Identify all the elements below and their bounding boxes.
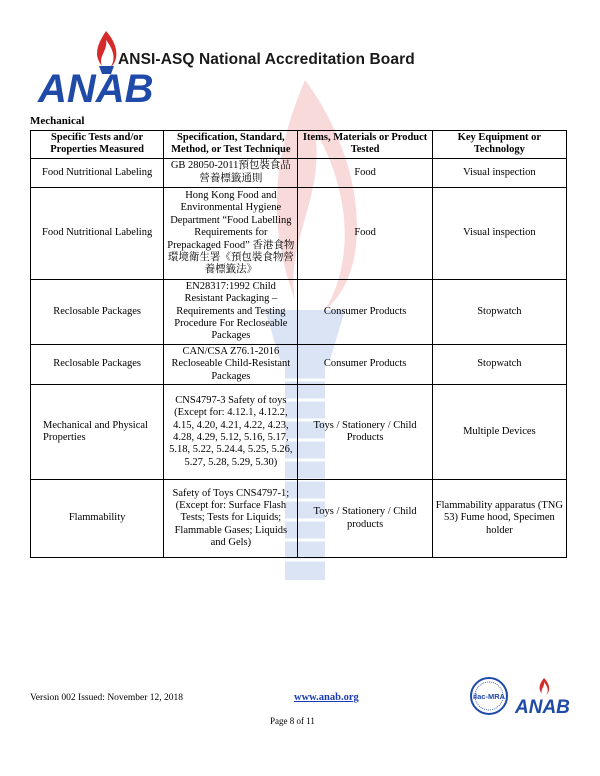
cell-spec: Hong Kong Food and Environmental Hygiene Department “Food Labelling Requirements for Prepackaged Food” 香港食物環境衛生署《預包裝食物營養標籤法》	[164, 187, 298, 279]
table-row	[31, 279, 567, 344]
header-tests: Specific Tests and/or Properties Measured	[31, 131, 164, 159]
org-title: ANSI-ASQ National Accreditation Board	[118, 51, 415, 68]
torch-flame-icon	[540, 678, 550, 695]
cell-items: Consumer Products	[298, 279, 432, 344]
ilac-mra-text: ilac-MRA	[472, 692, 506, 701]
cell-test: Mechanical and Physical Properties	[31, 385, 164, 480]
cell-spec: CAN/CSA Z76.1-2016 Recloseable Child-Resistant Packages	[164, 344, 298, 384]
cell-spec: Safety of Toys CNS4797-1; (Except for: Surface Flash Tests; Tests for Liquids; Flammable Gases; Liquids and Gels)	[164, 480, 298, 558]
cell-items: Food	[298, 158, 432, 187]
website-link[interactable]: www.anab.org	[294, 692, 359, 703]
cell-equipment: Multiple Devices	[432, 385, 566, 480]
cell-equipment: Stopwatch	[432, 344, 566, 384]
table-row	[31, 158, 567, 187]
cell-items: Toys / Stationery / Child products	[298, 480, 432, 558]
cell-items: Consumer Products	[298, 344, 432, 384]
header-specification: Specification, Standard, Method, or Test Technique	[164, 131, 298, 159]
cell-test: Reclosable Packages	[31, 344, 164, 384]
cell-test: Food Nutritional Labeling	[31, 158, 164, 187]
cell-equipment: Visual inspection	[432, 187, 566, 279]
footer-version: Version 002 Issued: November 12, 2018	[30, 693, 184, 703]
table-row	[31, 480, 567, 558]
cell-spec: EN28317:1992 Child Resistant Packaging – Requirements and Testing Procedure For Recloseable Packages	[164, 279, 298, 344]
cell-test: Flammability	[31, 480, 164, 558]
header-items: Items, Materials or Product Tested	[298, 131, 432, 159]
cell-equipment: Flammability apparatus (TNG 53) Fume hood, Specimen holder	[432, 480, 566, 558]
scope-table	[30, 130, 567, 558]
page-number: Page 8 of 11	[270, 716, 315, 726]
cell-equipment: Stopwatch	[432, 279, 566, 344]
ilac-mra-logo	[468, 676, 510, 716]
cell-equipment: Visual inspection	[432, 158, 566, 187]
table-header-row	[31, 131, 567, 159]
section-title: Mechanical	[30, 115, 85, 127]
cell-items: Toys / Stationery / Child Products	[298, 385, 432, 480]
logo-wordmark: ANAB	[38, 67, 154, 106]
cell-items: Food	[298, 187, 432, 279]
cell-test: Food Nutritional Labeling	[31, 187, 164, 279]
cell-spec: CNS4797-3 Safety of toys (Except for: 4.12.1, 4.12.2, 4.15, 4.20, 4.21, 4.22, 4.23, 4.28, 4.29, 5.12, 5.16, 5.17, 5.18, 5.22, 5.24.4, 5.25, 5.26, 5.27, 5.28, 5.29, 5.30)	[164, 385, 298, 480]
table-row	[31, 344, 567, 384]
cell-spec: GB 28050-2011預包裝食品營養標籤通則	[164, 158, 298, 187]
cell-test: Reclosable Packages	[31, 279, 164, 344]
anab-small-logo	[514, 676, 572, 716]
table-row	[31, 385, 567, 480]
header-equipment: Key Equipment or Technology	[432, 131, 566, 159]
torch-flame-icon	[97, 31, 116, 68]
table-row	[31, 187, 567, 279]
anab-small-wordmark: ANAB	[515, 697, 570, 716]
